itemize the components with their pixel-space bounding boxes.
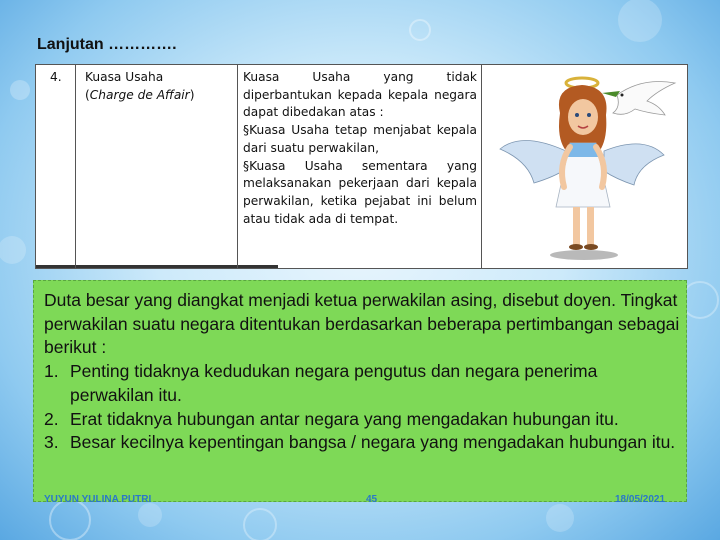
list-item [44, 431, 684, 455]
angel-illustration [482, 65, 687, 268]
term-cell [76, 65, 238, 268]
list-text: Penting tidaknya kedudukan negara pengutus dan negara penerima perwakilan itu. [70, 361, 598, 405]
row-number: 4. [36, 65, 76, 268]
dove-icon [602, 82, 675, 116]
description-line: §Kuasa Usaha sementara yang melaksanakan pekerjaan dari kepala perwakilan, ketika pejabat ini belum atau tidak ada di tempat. [243, 158, 477, 226]
description-line: §Kuasa Usaha tetap menjabat kepala dari suatu perwakilan, [243, 123, 477, 155]
list-text: Besar kecilnya kepentingan bangsa / negara yang mengadakan hubungan itu. [70, 432, 676, 453]
footer-page-number: 45 [366, 494, 378, 505]
criteria-list [44, 360, 684, 455]
list-number: 2. [44, 408, 59, 429]
summary-text [44, 289, 684, 455]
list-item [44, 360, 684, 407]
slide-title: Lanjutan …………. [37, 36, 177, 53]
list-number: 3. [44, 432, 59, 453]
info-table [35, 64, 688, 269]
summary-intro: Duta besar yang diangkat menjadi ketua perwakilan asing, disebut doyen. Tingkat perwakilan suatu negara ditentukan berdasarkan beberapa pertimbangan sebagai berikut : [44, 290, 680, 358]
description-cell [238, 65, 482, 268]
description-line: Kuasa Usaha yang tidak diperbantukan kepada kepala negara dapat dibedakan atas : [243, 70, 477, 120]
angel-figure [482, 65, 687, 268]
footer-author: YUYUN YULINA PUTRI [44, 494, 152, 505]
term-label: Kuasa Usaha [85, 70, 164, 84]
list-number: 1. [44, 361, 59, 382]
list-item [44, 408, 684, 432]
term-detail: (Charge de Affair) [85, 87, 195, 102]
footer-date: 18/05/2021 [615, 494, 666, 505]
list-text: Erat tidaknya hubungan antar negara yang mengadakan hubungan itu. [70, 408, 619, 429]
